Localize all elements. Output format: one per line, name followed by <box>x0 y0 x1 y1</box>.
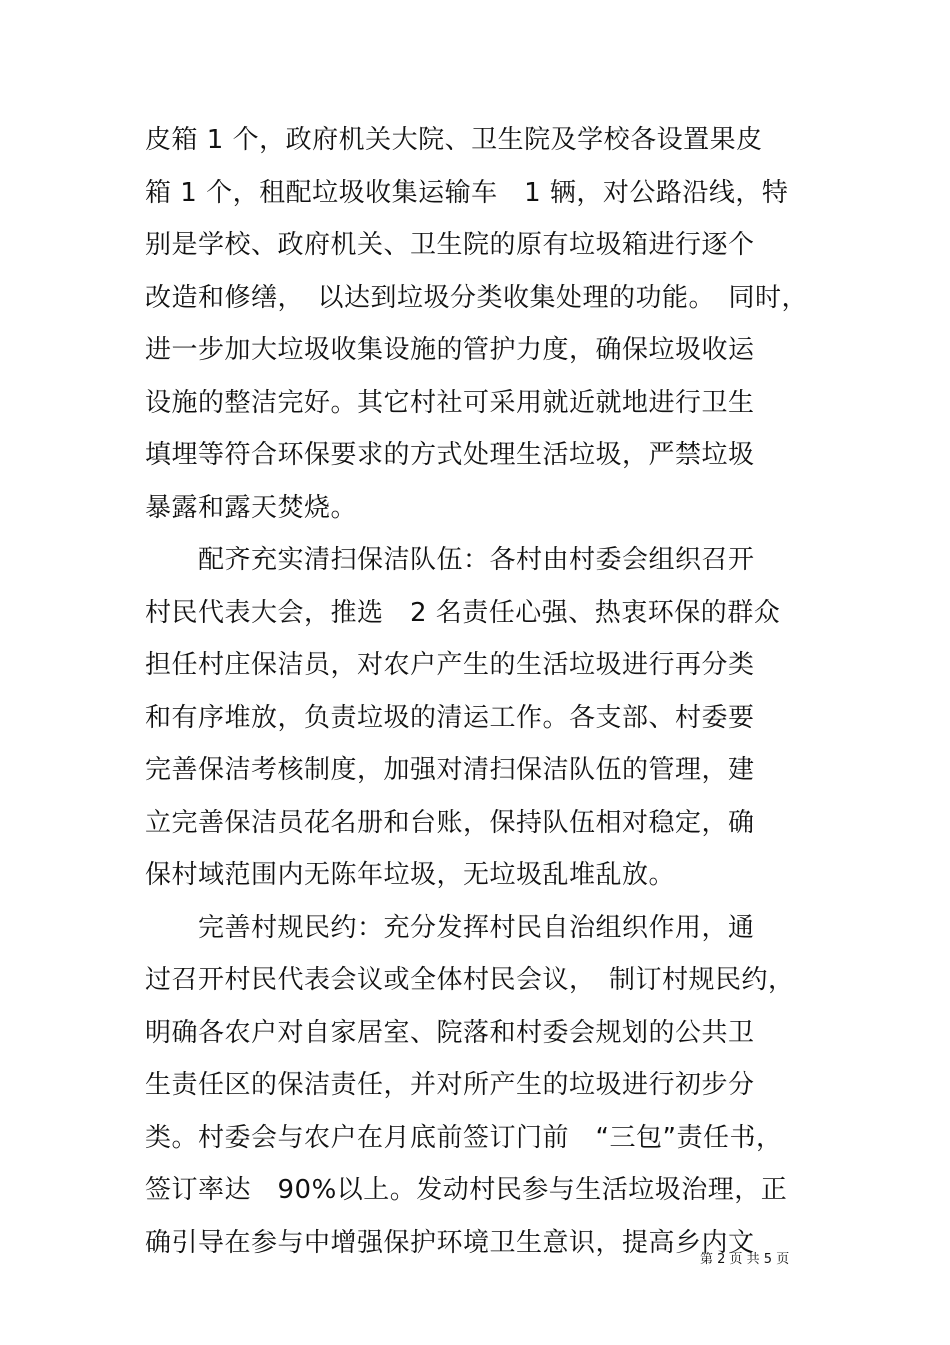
text-line: 填埋等符合环保要求的方式处理生活垃圾，严禁垃圾 <box>145 440 755 470</box>
paragraph-start-line: 配齐充实清扫保洁队伍：各村由村委会组织召开 <box>145 545 755 575</box>
text-line: 完善保洁考核制度，加强对清扫保洁队伍的管理，建 <box>145 755 755 785</box>
text-line: 类。村委会与农户在月底前签订门前 “三包”责任书， <box>145 1123 783 1153</box>
text-line: 设施的整洁完好。其它村社可采用就近就地进行卫生 <box>145 388 755 418</box>
text-line: 明确各农户对自家居室、院落和村委会规划的公共卫 <box>145 1018 755 1048</box>
text-line: 生责任区的保洁责任，并对所产生的垃圾进行初步分 <box>145 1070 755 1100</box>
page-number-footer: 第 2 页 共 5 页 <box>700 1252 790 1267</box>
text-line: 确引导在参与中增强保护环境卫生意识，提高乡内文 <box>145 1228 755 1258</box>
text-line: 立完善保洁员花名册和台账，保持队伍相对稳定，确 <box>145 808 755 838</box>
paragraph-start-line: 完善村规民约：充分发挥村民自治组织作用，通 <box>145 913 755 943</box>
text-line: 保村域范围内无陈年垃圾，无垃圾乱堆乱放。 <box>145 860 676 890</box>
text-line: 村民代表大会，推选 2 名责任心强、热衷环保的群众 <box>145 598 781 628</box>
text-line: 和有序堆放，负责垃圾的清运工作。各支部、村委要 <box>145 703 755 733</box>
text-line: 过召开村民代表会议或全体村民会议， 制订村规民约， <box>145 965 795 995</box>
text-line: 改造和修缮， 以达到垃圾分类收集处理的功能。 同时， <box>145 283 809 313</box>
text-line: 箱 1 个，租配垃圾收集运输车 1 辆，对公路沿线，特 <box>145 178 789 208</box>
text-line: 签订率达 90%以上。发动村民参与生活垃圾治理，正 <box>145 1175 788 1205</box>
text-line: 别是学校、政府机关、卫生院的原有垃圾箱进行逐个 <box>145 230 755 260</box>
text-line: 担任村庄保洁员，对农户产生的生活垃圾进行再分类 <box>145 650 755 680</box>
text-line: 暴露和露天焚烧。 <box>145 493 358 523</box>
text-line: 进一步加大垃圾收集设施的管护力度，确保垃圾收运 <box>145 335 755 365</box>
text-line: 皮箱 1 个，政府机关大院、卫生院及学校各设置果皮 <box>145 125 763 155</box>
